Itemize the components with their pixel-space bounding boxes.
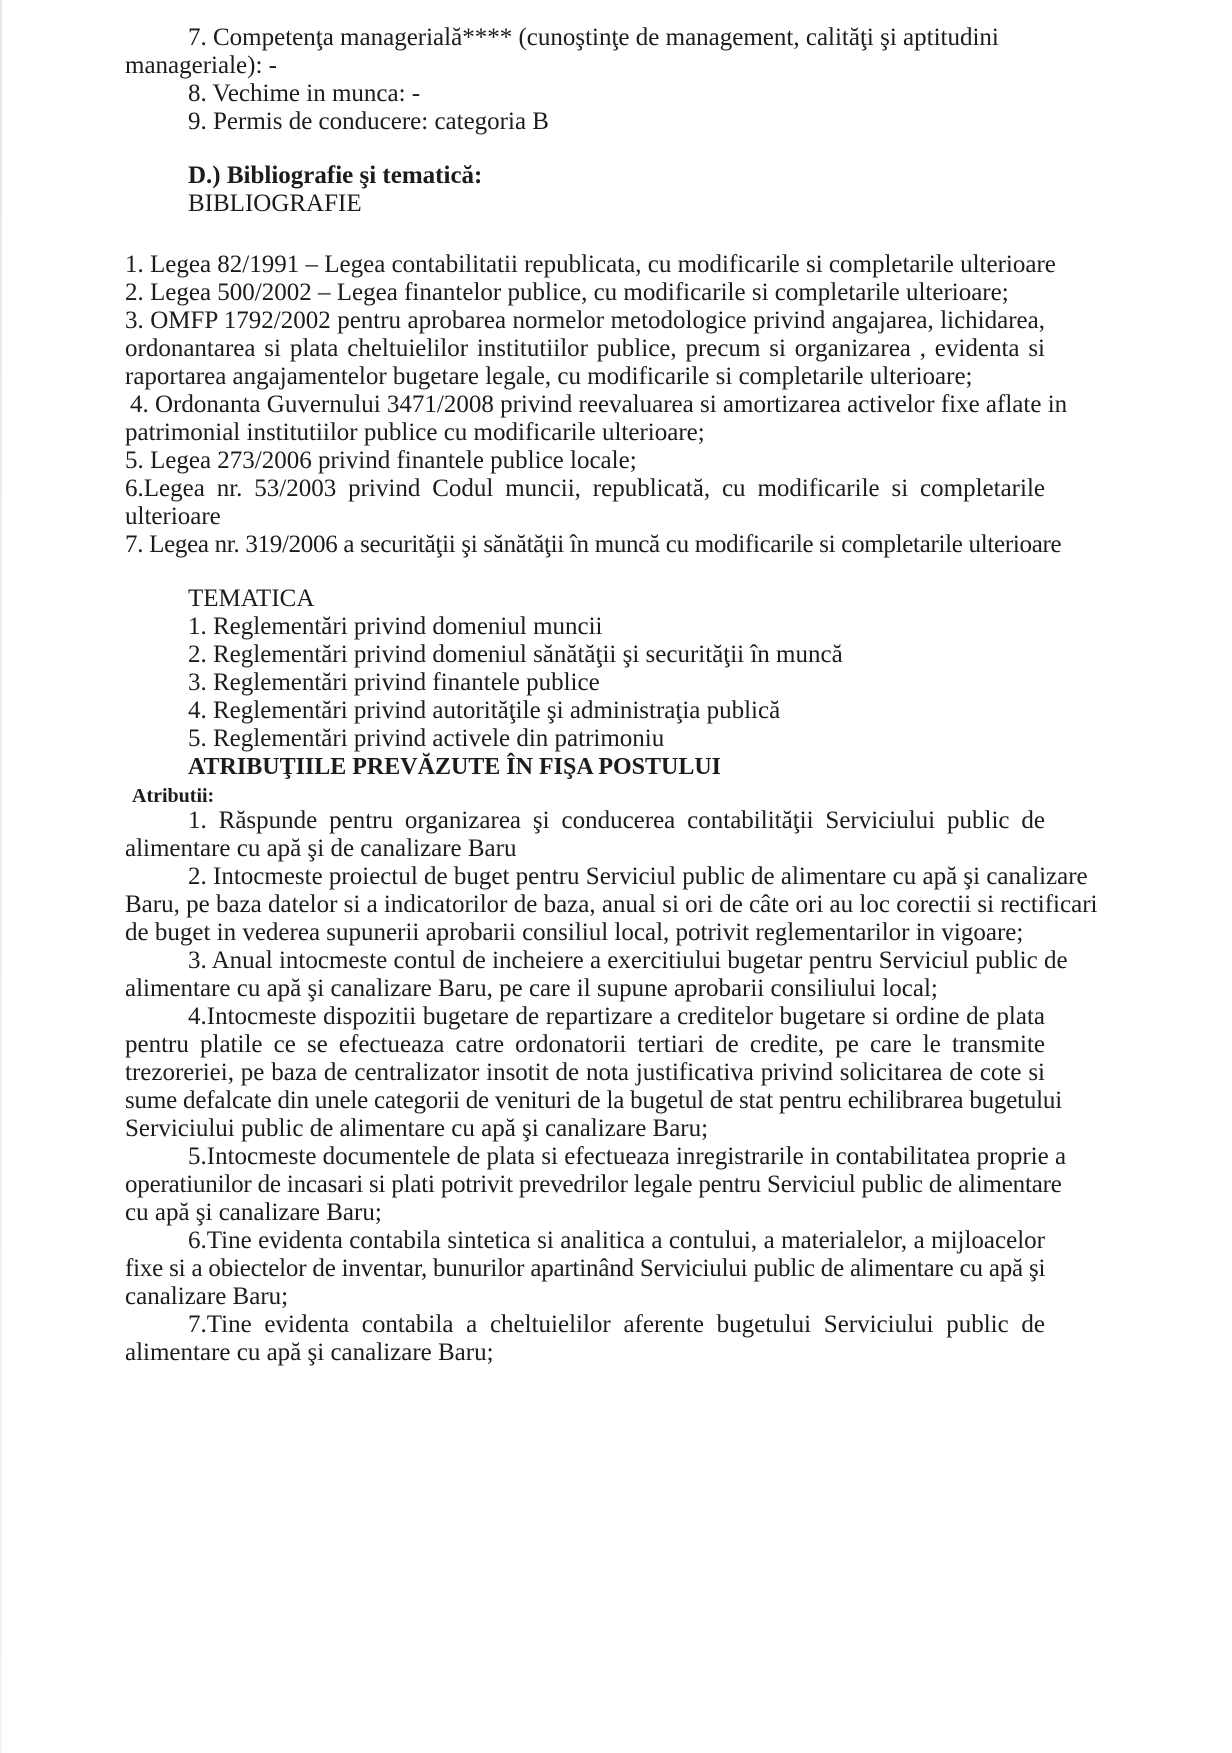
bibliography-title: BIBLIOGRAFIE [188,190,362,217]
bibliography-item-4-line-2: patrimonial institutiilor publice cu modificarile ulterioare; [125,419,705,446]
attribute-6-line-2: fixe si a obiectelor de inventar, bunurilor apartinând Serviciului public de alimentare cu apă şi [125,1255,1046,1282]
bibliography-item-2: 2. Legea 500/2002 – Legea finantelor publice, cu modificarile si completarile ulterioare; [125,279,1009,306]
attribute-4-line-5: Serviciului public de alimentare cu apă şi canalizare Baru; [125,1115,709,1142]
attribute-5-line-1: 5.Intocmeste documentele de plata si efectueaza inregistrarile in contabilitatea proprie a [188,1143,1067,1170]
bibliography-item-6-line-1: 6.Legea nr. 53/2003 privind Codul muncii, republicată, cu modificarile si completarile [125,475,1045,502]
attribute-1-line-2: alimentare cu apă şi de canalizare Baru [125,835,517,862]
bibliography-item-3-line-1: 3. OMFP 1792/2002 pentru aprobarea normelor metodologice privind angajarea, lichidarea, [125,307,1045,334]
bibliography-item-6-line-2: ulterioare [125,503,221,530]
bibliography-item-5: 5. Legea 273/2006 privind finantele publice locale; [125,447,637,474]
attribute-2-line-1: 2. Intocmeste proiectul de buget pentru Serviciul public de alimentare cu apă şi canalizare [188,863,1088,890]
bibliography-item-7: 7. Legea nr. 319/2006 a securităţii şi sănătăţii în muncă cu modificarile si completarile ulterioare [125,531,1062,558]
attribute-3-line-1: 3. Anual intocmeste contul de incheiere a exercitiului bugetar pentru Serviciul public de [188,947,1068,974]
section-d-heading: D.) Bibliografie şi tematică: [188,162,483,189]
attribute-6-line-3: canalizare Baru; [125,1283,289,1310]
tematica-item-1: 1. Reglementări privind domeniul muncii [188,613,603,640]
attribute-4-line-3: trezoreriei, pe baza de centralizator insotit de nota justificativa privind solicitarea de cote si [125,1059,1045,1086]
attribute-1-line-1: 1. Răspunde pentru organizarea şi conducerea contabilităţii Serviciului public de [188,807,1045,834]
tematica-title: TEMATICA [188,585,315,612]
attribute-4-line-4: sume defalcate din unele categorii de venituri de la bugetul de stat pentru echilibrarea bugetului [125,1087,1062,1114]
item-7-line-2: manageriale): - [125,52,277,79]
item-9: 9. Permis de conducere: categoria B [188,108,549,135]
bibliography-item-4-line-1: 4. Ordonanta Guvernului 3471/2008 privind reevaluarea si amortizarea activelor fixe aflate in [130,391,1068,418]
attribute-2-line-3: de buget in vederea supunerii aprobarii consiliul local, potrivit reglementarilor in vigoare; [125,919,1024,946]
attribute-7-line-1: 7.Tine evidenta contabila a cheltuielilor aferente bugetului Serviciului public de [188,1311,1045,1338]
attribute-3-line-2: alimentare cu apă şi canalizare Baru, pe care il supune aprobarii consiliului local; [125,975,938,1002]
attributes-heading: ATRIBUŢIILE PREVĂZUTE ÎN FIŞA POSTULUI [188,754,722,780]
tematica-item-2: 2. Reglementări privind domeniul sănătăţii şi securităţii în muncă [188,641,843,668]
attribute-2-line-2: Baru, pe baza datelor si a indicatorilor de baza, anual si ori de câte ori au loc corectii si rectificari [125,891,1098,918]
item-7-line-1: 7. Competenţa managerială**** (cunoştinţe de management, calităţi şi aptitudini [188,24,999,51]
tematica-item-4: 4. Reglementări privind autorităţile şi administraţia publică [188,697,781,724]
bibliography-item-3-line-3: raportarea angajamentelor bugetare legale, cu modificarile si completarile ulterioare; [125,363,973,390]
attributes-subheading: Atributii: [132,785,215,807]
tematica-item-5: 5. Reglementări privind activele din patrimoniu [188,725,665,752]
attribute-5-line-3: cu apă şi canalizare Baru; [125,1199,382,1226]
attribute-7-line-2: alimentare cu apă şi canalizare Baru; [125,1339,494,1366]
attribute-6-line-1: 6.Tine evidenta contabila sintetica si analitica a contului, a materialelor, a mijloacelor [188,1227,1045,1254]
scan-edge [0,0,2,1753]
bibliography-item-1: 1. Legea 82/1991 – Legea contabilitatii republicata, cu modificarile si completarile ulterioare [125,251,1056,278]
attribute-5-line-2: operatiunilor de incasari si plati potrivit prevedrilor legale pentru Serviciul public de alimentare [125,1171,1062,1198]
attribute-4-line-1: 4.Intocmeste dispozitii bugetare de repartizare a creditelor bugetare si ordine de plata [188,1003,1045,1030]
attribute-4-line-2: pentru platile ce se efectueaza catre ordonatorii tertiari de credite, pe care le transmite [125,1031,1045,1058]
item-8: 8. Vechime in munca: - [188,80,421,107]
tematica-item-3: 3. Reglementări privind finantele publice [188,669,600,696]
bibliography-item-3-line-2: ordonantarea si plata cheltuielilor institutiilor publice, precum si organizarea , evidenta si [125,335,1045,362]
